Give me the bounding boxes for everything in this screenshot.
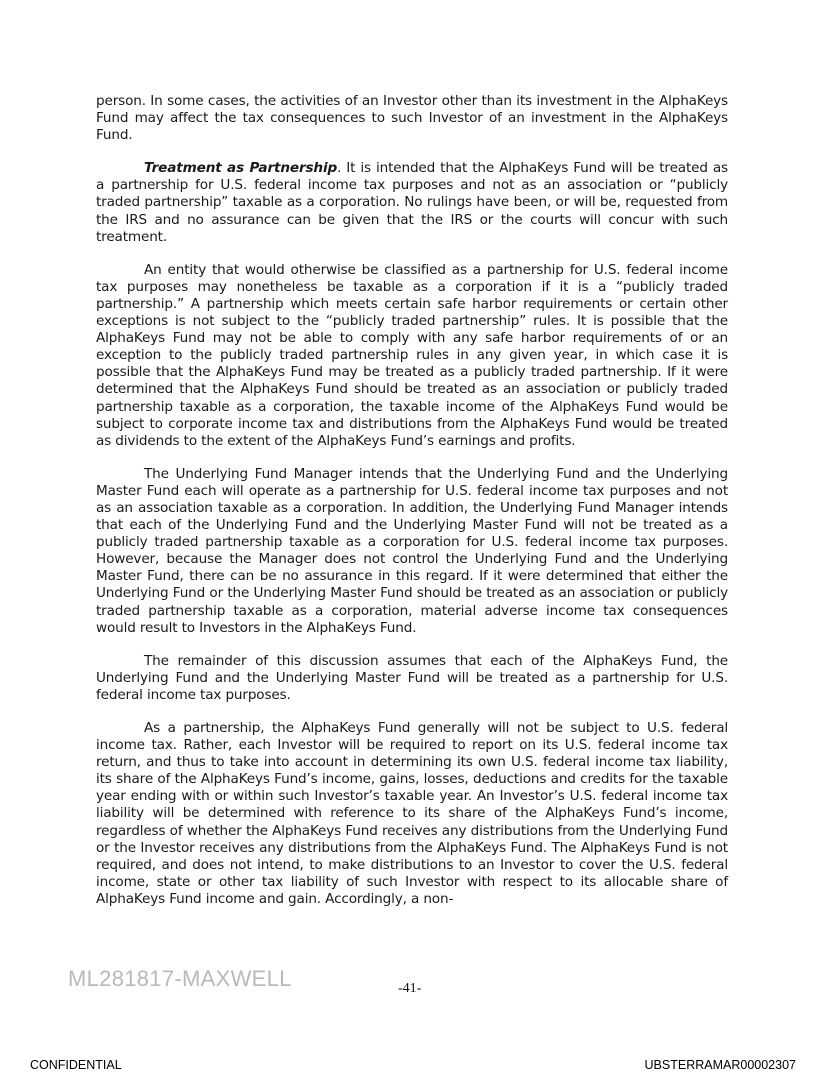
paragraph-underlying-fund (96, 466, 728, 637)
document-id: UBSTERRAMAR00002307 (644, 1058, 796, 1072)
paragraph-text: As a partnership, the AlphaKeys Fund generally will not be subject to U.S. federal income tax. Rather, each Investor will be required to report on its U.S. federal income tax return, and thus to take into account in determining its own U.S. federal income tax liability, its share of the AlphaKeys Fund’s income, gains, losses, deductions and credits for the taxable year ending with or within such Investor’s taxable year. An Investor’s U.S. federal income tax liability will be determined with reference to its share of the AlphaKeys Fund’s income, regardless of whether the AlphaKeys Fund receives any distributions from the Underlying Fund or the Investor receives any distributions from the AlphaKeys Fund. The AlphaKeys Fund is not required, and does not intend, to make distributions to an Investor to cover the U.S. federal income, state or other tax liability of such Investor with respect to its allocable share of AlphaKeys Fund income and gain. Accordingly, a non- (96, 720, 728, 907)
section-heading: Treatment as Partnership (144, 160, 338, 177)
paragraph-remainder-assumption (96, 653, 728, 704)
paragraph-treatment-as-partnership (96, 160, 728, 245)
document-body (96, 93, 728, 924)
paragraph-publicly-traded (96, 262, 728, 450)
page-number: -41- (398, 981, 422, 996)
bates-stamp: ML281817-MAXWELL (68, 966, 292, 991)
paragraph-partnership-taxation (96, 720, 728, 908)
paragraph-intro-continuation (96, 93, 728, 144)
paragraph-text: The remainder of this discussion assumes that each of the AlphaKeys Fund, the Underlying Fund and the Underlying Master Fund will be treated as a partnership for U.S. federal income tax purposes. (96, 652, 728, 703)
paragraph-text: The Underlying Fund Manager intends that the Underlying Fund and the Underlying Master Fund each will operate as a partnership for U.S. federal income tax purposes and not as an association taxable as a corporation. In addition, the Underlying Fund Manager intends that each of the Underlying Fund and the Underlying Master Fund will not be treated as a publicly traded partnership taxable as a corporation for U.S. federal income tax purposes. However, because the Manager does not control the Underlying Fund and the Underlying Master Fund, there can be no assurance in this regard. If it were determined that either the Underlying Fund or the Underlying Master Fund should be treated as an association or publicly traded partnership taxable as a corporation, material adverse income tax consequences would result to Investors in the AlphaKeys Fund. (96, 465, 728, 636)
paragraph-text: . It is intended that the AlphaKeys Fund will be treated as a partnership for U.S. federal income tax purposes and not as an association or “publicly traded partnership” taxable as a corporation. No rulings have been, or will be, requested from the IRS and no assurance can be given that the IRS or the courts will concur with such treatment. (96, 160, 728, 245)
paragraph-text: An entity that would otherwise be classified as a partnership for U.S. federal income tax purposes may nonetheless be taxable as a corporation if it is a “publicly traded partnership.” A partnership which meets certain safe harbor requirements or certain other exceptions is not subject to the “publicly traded partnership” rules. It is possible that the AlphaKeys Fund may not be able to comply with any safe harbor requirements of or an exception to the publicly traded partnership rules in any given year, in which case it is possible that the AlphaKeys Fund may be treated as a publicly traded partnership. If it were determined that the AlphaKeys Fund should be treated as an association or publicly traded partnership taxable as a corporation, the taxable income of the AlphaKeys Fund would be subject to corporate income tax and distributions from the AlphaKeys Fund would be treated as dividends to the extent of the AlphaKeys Fund’s earnings and profits. (96, 261, 728, 449)
paragraph-text: person. In some cases, the activities of an Investor other than its investment in the AlphaKeys Fund may affect the tax consequences to such Investor of an investment in the AlphaKeys Fund. (96, 93, 728, 144)
confidential-label: CONFIDENTIAL (30, 1058, 122, 1072)
